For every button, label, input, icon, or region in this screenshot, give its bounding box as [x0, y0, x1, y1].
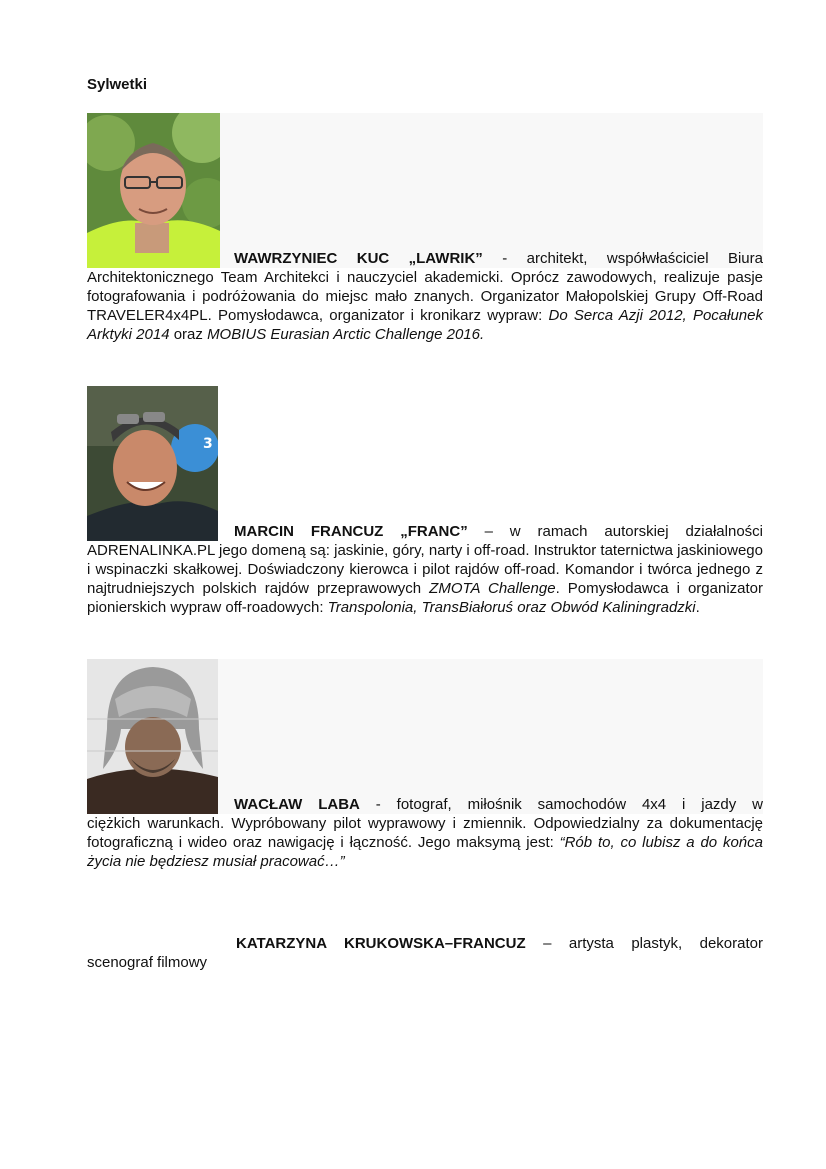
profile-francuz [87, 386, 763, 617]
profile-intro-line [234, 522, 763, 541]
profile-intro-line [234, 795, 763, 814]
person-role: – w ramach autorskiej działalności [467, 523, 763, 540]
profile-intro-line [236, 934, 763, 953]
profile-laba [87, 659, 763, 871]
svg-text:3: 3 [203, 436, 213, 452]
description-text: oraz [169, 326, 208, 343]
portrait-photo-laba [87, 659, 218, 814]
expedition-names: Transpolonia, TransBiałoruś oraz Obwód Kaliningradzki [327, 599, 696, 616]
photo-band [87, 113, 763, 268]
profile-description [87, 953, 763, 972]
profile-kuc [87, 113, 763, 344]
person-name: WACŁAW LABA [234, 796, 360, 813]
description-text: ADRENALINKA.PL jego domeną są: jaskinie, góry, narty i off-road. Instruktor taternictwa jaskiniowego i wspinaczki skałkowej. Doświadczony kierowca i pilot rajdów off-road. Komandor i twórca jednego z najtrudniejszych polskich rajdów przeprawowych [87, 542, 763, 597]
motto-quote: “Rób to, co lubisz a do końca życia nie będziesz musiał pracować…” [87, 834, 763, 870]
person-role: – artysta plastyk, dekorator [525, 935, 763, 952]
profile-krukowska [87, 934, 763, 972]
page-heading: Sylwetki [87, 76, 148, 93]
expedition-names: MOBIUS Eurasian Arctic Challenge 2016. [207, 326, 485, 343]
person-name: WAWRZYNIEC KUC „LAWRIK” [234, 250, 483, 267]
expedition-names: Do Serca Azji 2012, Pocałunek Arktyki 2014 [87, 307, 763, 343]
profile-description [87, 814, 763, 871]
description-text: scenograf filmowy [87, 954, 208, 971]
person-role: - fotograf, miłośnik samochodów 4x4 i jazdy w [359, 796, 764, 813]
portrait-photo-kuc [87, 113, 220, 268]
person-name: KATARZYNA KRUKOWSKA–FRANCUZ [236, 935, 526, 952]
description-text: Architektonicznego Team Architekci i nauczyciel akademicki. Oprócz zawodowych, realizuje pasje fotografowania i podróżowania do miejsc mało znanych. Organizator Małopolskiej Grupy Off-Road TRAVELER4x4PL. Pomysłodawca, organizator i kronikarz wypraw: [87, 269, 763, 324]
profile-intro-line [234, 249, 763, 268]
description-text: . Pomysłodawca i organizator pionierskich wypraw off-roadowych: [87, 580, 763, 616]
photo-band [87, 386, 763, 541]
profile-description [87, 541, 763, 617]
photo-band [87, 659, 763, 814]
event-name: ZMOTA Challenge [429, 580, 556, 597]
portrait-photo-francuz [87, 386, 218, 541]
person-name: MARCIN FRANCUZ „FRANC” [234, 523, 468, 540]
description-text: . [695, 599, 700, 616]
profile-description [87, 268, 763, 344]
description-text: ciężkich warunkach. Wypróbowany pilot wyprawowy i zmiennik. Odpowiedzialny za dokumentację fotograficzną i wideo oraz nawigację i łączność. Jego maksymą jest: [87, 815, 763, 851]
person-role: - architekt, współwłaściciel Biura [482, 250, 763, 267]
